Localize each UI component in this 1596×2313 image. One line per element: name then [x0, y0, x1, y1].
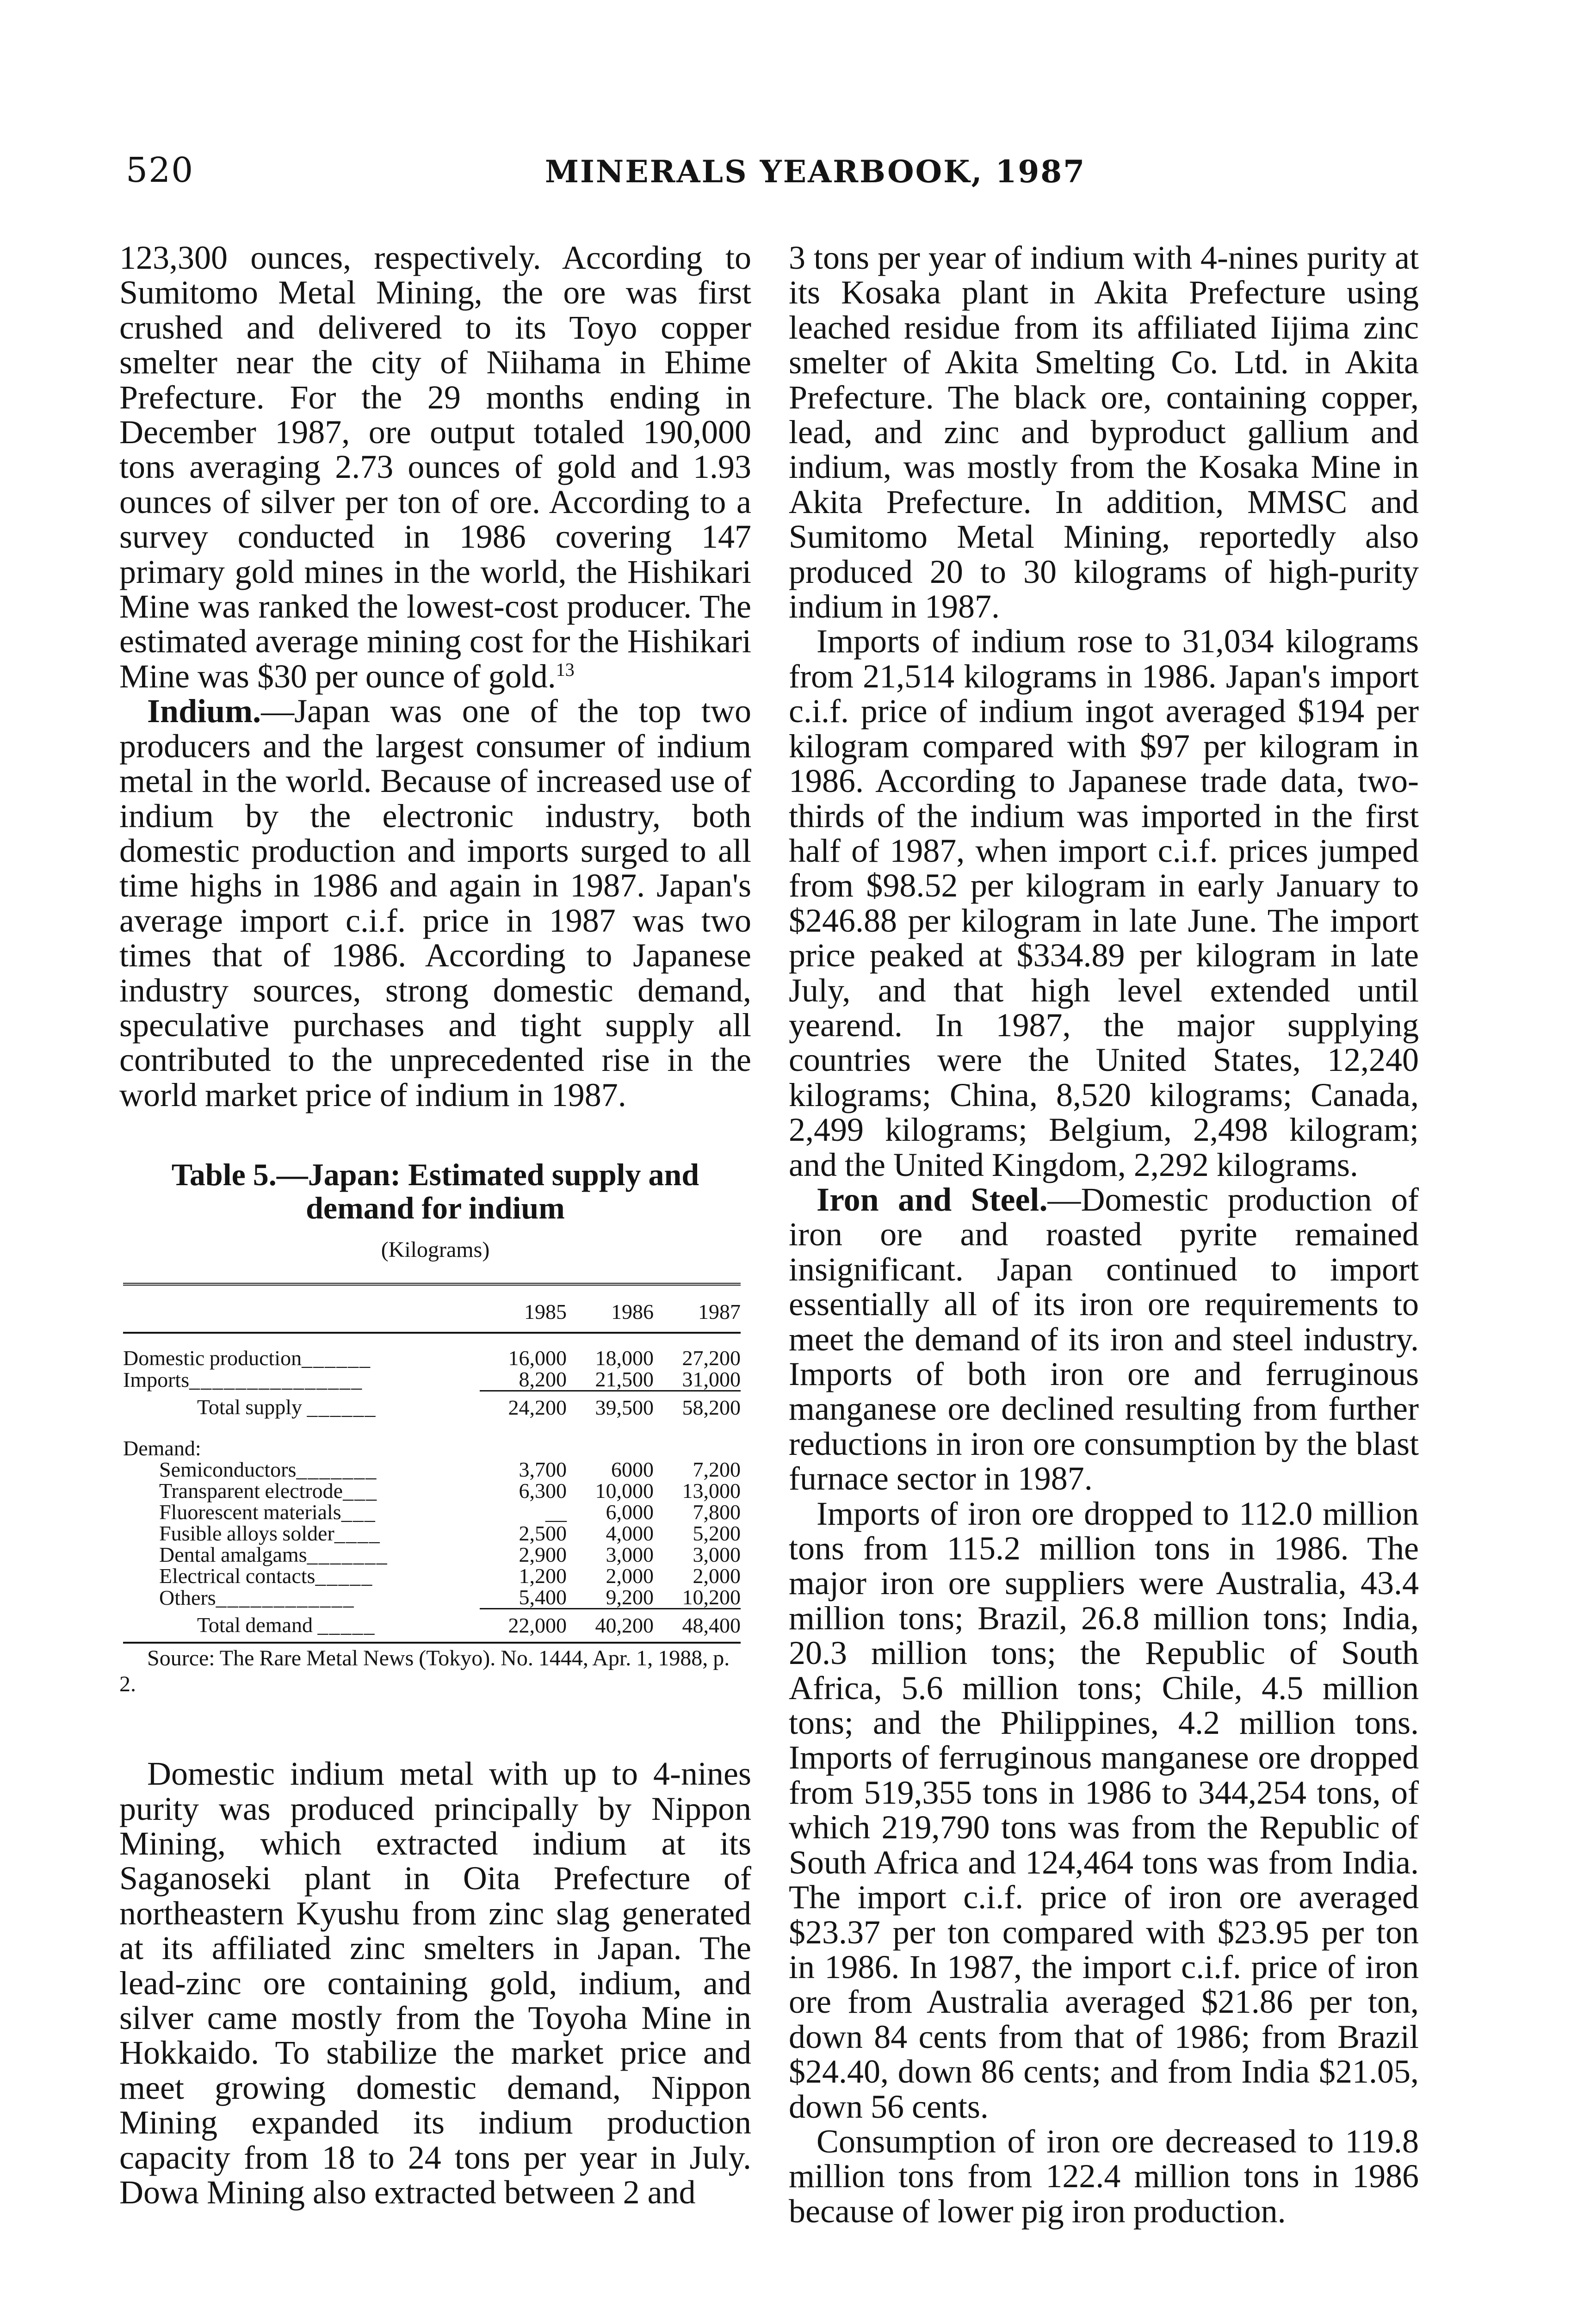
- cell-value: 22,000: [480, 1609, 567, 1643]
- cell-value: 5,400: [519, 1585, 567, 1609]
- row-label: Total supply ______: [197, 1395, 377, 1419]
- cell-value: 3,700: [519, 1458, 567, 1482]
- cell-value: 6,000: [606, 1500, 654, 1524]
- cell-value: 31,000: [682, 1367, 741, 1392]
- row-label: Demand:: [123, 1436, 201, 1460]
- cell-value: 2,900: [519, 1543, 567, 1567]
- row-label: Imports_______________: [123, 1367, 363, 1392]
- table-row: [123, 1544, 741, 1565]
- cell-value: 27,200: [682, 1346, 741, 1370]
- footnote-reference: 13: [556, 659, 575, 680]
- header-year: 1987: [654, 1294, 741, 1333]
- cell-value: 58,200: [654, 1391, 741, 1424]
- table-top-rule: [123, 1284, 741, 1294]
- paragraph-text: 123,300 ounces, respectively. According to Sumitomo Metal Mining, the ore was first crushed and delivered to its Toyo copper smelter near the city of Niihama in Ehime Prefecture. For the 29 months ending in December 1987, ore output totaled 190,000 tons averaging 2.73 ounces of gold and 1.93 ounces of silver per ton of ore. According to a survey conducted in 1986 covering 147 primary gold mines in the world, the Hishikari Mine was ranked the lowest-cost producer. The estimated average mining cost for the Hishikari Mine was $30 per ounce of gold.: [119, 239, 751, 695]
- table-title-line-1: Table 5.—Japan: Estimated supply and: [171, 1157, 699, 1193]
- cell-value: 3,000: [606, 1543, 654, 1567]
- cell-value: 21,500: [595, 1367, 654, 1392]
- table-row: [123, 1459, 741, 1480]
- paragraph-domestic-indium: Domestic indium metal with up to 4-nines purity was produced principally by Nippon Mining, which extracted indium at its Saganoseki plant in Oita Prefecture of northeastern Kyushu from zinc slag generated at its affiliated zinc smelters in Japan. The lead-zinc ore containing gold, indium, and silver came mostly from the Toyoha Mine in Hokkaido. To stabilize the market price and meet growing domestic demand, Nippon Mining expanded its indium production capacity from 18 to 24 tons per year in July. Dowa Mining also extracted between 2 and: [119, 1755, 751, 2211]
- paragraph-iron-ore-consumption: Consumption of iron ore decreased to 119.8 million tons from 122.4 million tons in 1986 because of lower pig iron production.: [789, 2122, 1419, 2230]
- cell-value: 2,000: [693, 1564, 741, 1588]
- section-heading-indium: Indium.: [147, 693, 261, 730]
- cell-value: 1,200: [519, 1564, 567, 1588]
- cell-value: __: [545, 1500, 567, 1524]
- demand-heading-row: [123, 1438, 741, 1459]
- cell-value: 13,000: [682, 1479, 741, 1503]
- table-5-block: [119, 1158, 751, 1697]
- running-title: MINERALS YEARBOOK, 1987: [545, 154, 1086, 190]
- right-column: [789, 241, 1419, 2229]
- cell-value: 6,300: [519, 1479, 567, 1503]
- cell-value: 7,800: [693, 1500, 741, 1524]
- row-label: Semiconductors_______: [159, 1458, 377, 1482]
- table-header-row: [123, 1294, 741, 1333]
- cell-value: 6000: [611, 1458, 654, 1482]
- paragraph-indium-imports: Imports of indium rose to 31,034 kilograms from 21,514 kilograms in 1986. Japan's import c.i.f. price of indium ingot averaged $194 per kilogram compared with $97 per kilogram in 1986. According to Japanese trade data, two-thirds of the indium was imported in the first half of 1987, when import c.i.f. prices jumped from $98.52 per kilogram in early January to $246.88 per kilogram in late June. The import price peaked at $334.89 per kilogram in late July, and that high level extended until yearend. In 1987, the major supplying countries were the United States, 12,240 kilograms; China, 8,520 kilograms; Canada, 2,499 kilograms; Belgium, 2,498 kilogram; and the United Kingdom, 2,292 kilograms.: [789, 623, 1419, 1183]
- table-row: [123, 1369, 741, 1391]
- cell-value: 9,200: [606, 1585, 654, 1609]
- table-row: [123, 1523, 741, 1544]
- paragraph-gold-hishikari: [119, 241, 751, 694]
- cell-value: 2,000: [606, 1564, 654, 1588]
- header-empty: [123, 1294, 480, 1333]
- row-label: Fusible alloys solder____: [159, 1521, 381, 1546]
- paragraph-dowa-indium: 3 tons per year of indium with 4-nines purity at its Kosaka plant in Akita Prefecture using leached residue from its affiliated Iijima zinc smelter of Akita Smelting Co. Ltd. in Akita Prefecture. The black ore, containing copper, lead, and zinc and byproduct gallium and indium, was mostly from the Kosaka Mine in Akita Prefecture. In addition, MMSC and Sumitomo Metal Mining, reportedly also produced 20 to 30 kilograms of high-purity indium in 1987.: [789, 239, 1419, 625]
- total-demand-row: [123, 1609, 741, 1643]
- table-units: (Kilograms): [381, 1237, 490, 1262]
- table-title: [119, 1158, 751, 1225]
- row-label: Electrical contacts_____: [159, 1564, 373, 1588]
- row-label: Fluorescent materials___: [159, 1500, 376, 1524]
- section-heading-iron-steel: Iron and Steel.: [817, 1181, 1048, 1218]
- cell-value: 40,200: [567, 1609, 654, 1643]
- table-row: [123, 1565, 741, 1587]
- table-title-line-2: demand for indium: [306, 1190, 565, 1226]
- cell-value: 16,000: [508, 1346, 567, 1370]
- cell-value: 7,200: [693, 1458, 741, 1482]
- paragraph-text: —Japan was one of the top two producers and the largest consumer of indium metal in the world. Because of increased use of indium by the electronic industry, both domestic production and imports surged to all time highs in 1986 and again in 1987. Japan's average import c.i.f. price in 1987 was two times that of 1986. According to Japanese industry sources, strong domestic demand, speculative purchases and tight supply all contributed to the unprecedented rise in the world market price of indium in 1987.: [119, 693, 751, 1113]
- left-column: [119, 241, 751, 2210]
- cell-value: 8,200: [519, 1367, 567, 1392]
- paragraph-text: —Domestic production of iron ore and roasted pyrite remained insignificant. Japan continued to import essentially all of its iron ore requirements to meet the demand of its iron and steel industry. Imports of both iron ore and ferruginous manganese ore declined resulting from further reductions in iron ore consumption by the blast furnace sector in 1987.: [789, 1181, 1419, 1497]
- cell-value: 48,400: [654, 1609, 741, 1643]
- row-label: Dental amalgams_______: [159, 1543, 388, 1567]
- indium-supply-demand-table: [123, 1283, 741, 1645]
- paragraph-iron-steel-intro: [789, 1182, 1419, 1497]
- row-label: Domestic production______: [123, 1346, 371, 1370]
- cell-value: 4,000: [606, 1521, 654, 1546]
- header-year: 1986: [567, 1294, 654, 1333]
- row-label: Total demand _____: [197, 1613, 376, 1637]
- cell-value: 3,000: [693, 1543, 741, 1567]
- cell-value: 2,500: [519, 1521, 567, 1546]
- cell-value: 5,200: [693, 1521, 741, 1546]
- table-source-note: Source: The Rare Metal News (Tokyo). No. 1444, Apr. 1, 1988, p. 2.: [119, 1646, 730, 1697]
- cell-value: 24,200: [480, 1391, 567, 1424]
- table-row: [123, 1348, 741, 1369]
- paragraph-indium-intro: [119, 694, 751, 1113]
- cell-value: 10,000: [595, 1479, 654, 1503]
- cell-value: 10,200: [682, 1585, 741, 1609]
- paragraph-iron-ore-imports: Imports of iron ore dropped to 112.0 million tons from 115.2 million tons in 1986. The major iron ore suppliers were Australia, 43.4 million tons; Brazil, 26.8 million tons; India, 20.3 million tons; the Republic of South Africa, 5.6 million tons; Chile, 4.5 million tons; and the Philippines, 4.2 million tons. Imports of ferruginous manganese ore dropped from 519,355 tons in 1986 to 344,254 tons, of which 219,790 tons was from the Republic of South Africa and 124,464 tons was from India. The import c.i.f. price of iron ore averaged $23.37 per ton compared with $23.95 per ton in 1986. In 1987, the import c.i.f. price of iron ore from Australia averaged $21.86 per ton, down 84 cents from that of 1986; from Brazil $24.40, down 86 cents; and from India $21.05, down 56 cents.: [789, 1495, 1419, 2125]
- cell-value: 18,000: [595, 1346, 654, 1370]
- page-number: 520: [126, 150, 194, 190]
- row-label: Others____________: [159, 1585, 355, 1609]
- table-row: [123, 1587, 741, 1609]
- row-label: Transparent electrode___: [159, 1479, 378, 1503]
- table-row: [123, 1480, 741, 1502]
- table-row: [123, 1502, 741, 1523]
- header-year: 1985: [480, 1294, 567, 1333]
- cell-value: 39,500: [567, 1391, 654, 1424]
- total-supply-row: [123, 1391, 741, 1424]
